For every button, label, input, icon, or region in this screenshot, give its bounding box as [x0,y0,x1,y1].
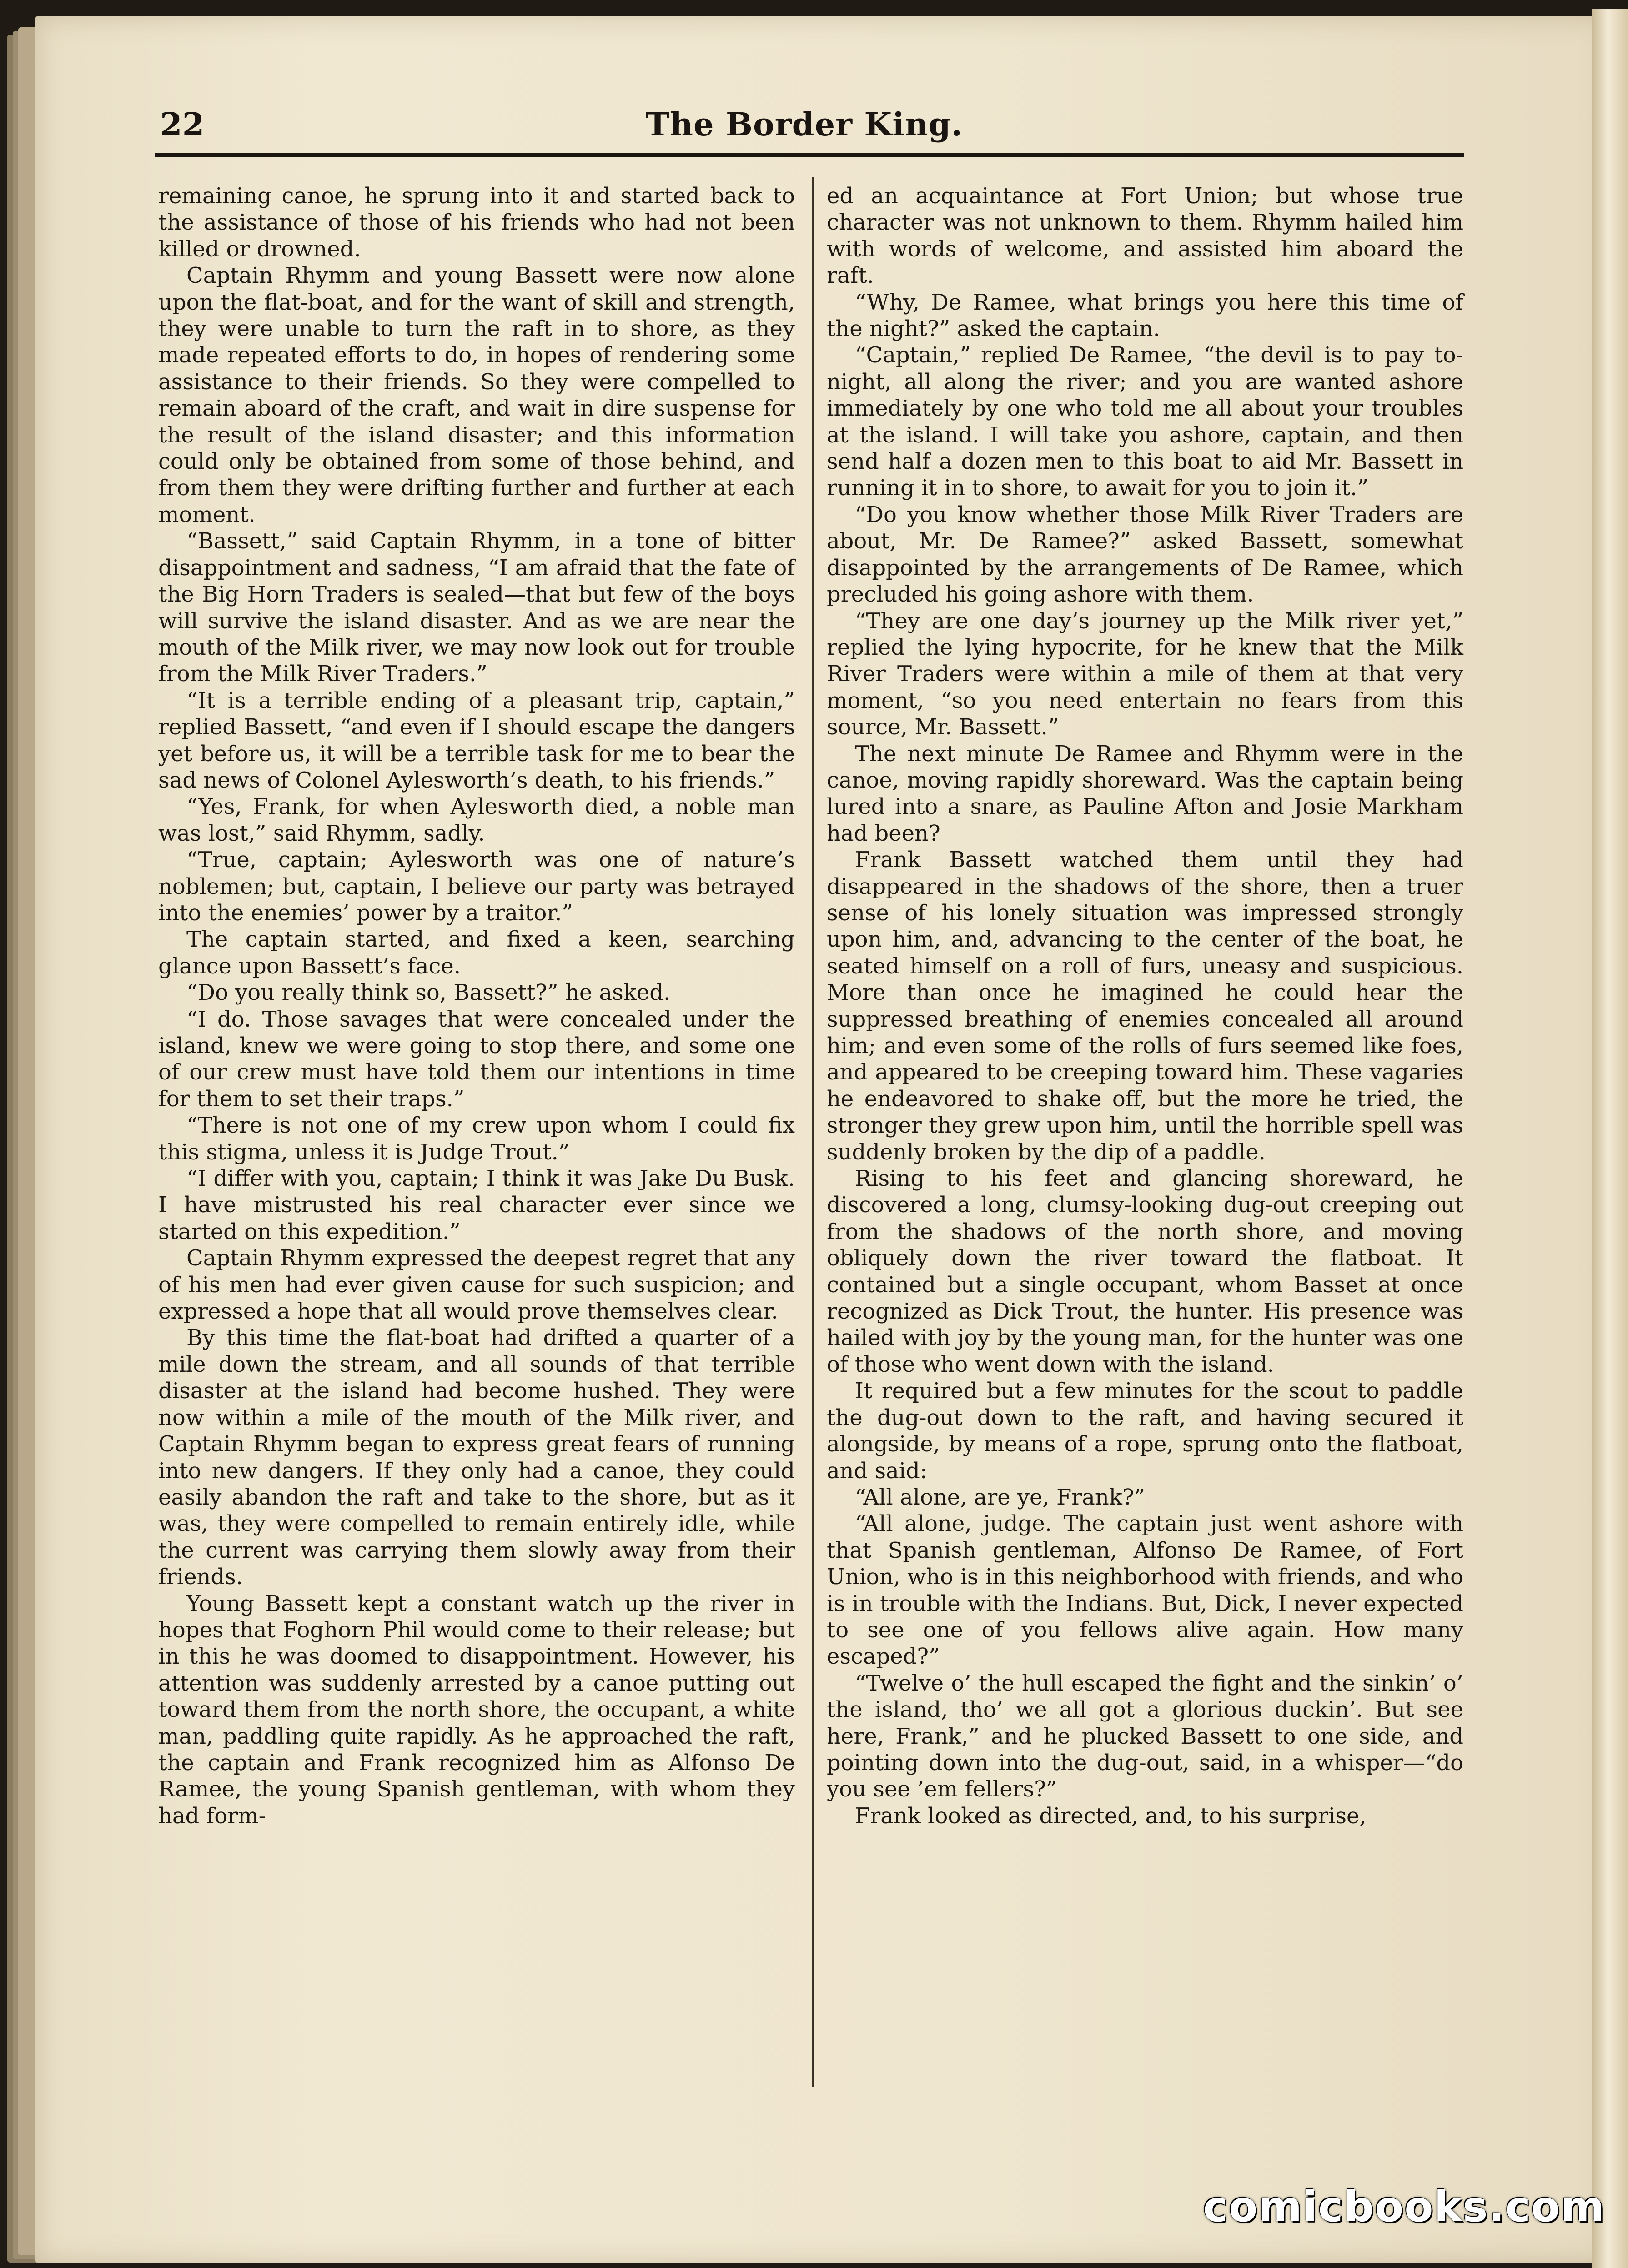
paragraph: “Do you know whether those Milk River Traders are about, Mr. De Ramee?” asked Bassett, somewhat disappointed by the arrangements of De Ramee, which precluded his going ashore with them. [827,502,1463,607]
paragraph: “All alone, are ye, Frank?” [855,1484,1146,1510]
paragraph: “I differ with you, captain; I think it was Jake Du Busk. I have mistrusted his real character ever since we started on this expedition.” [158,1166,795,1244]
paragraph: Young Bassett kept a constant watch up the river in hopes that Foghorn Phil would come to their release; but in this he was doomed to disappointment. However, his attention was suddenly arrested by a canoe putting out toward them from the north shore, the occupant, a white man, paddling quite rapidly. As he approached the raft, the captain and Frank recognized him as Alfonso De Ramee, the young Spanish gentleman, with whom they had form- [158,1591,795,1829]
column-divider [812,177,814,2087]
paragraph: Captain Rhymm and young Bassett were now alone upon the flat-boat, and for the want of skill and strength, they were unable to turn the raft in to shore, as they made repeated efforts to do, in hopes of rendering some assistance to their friends. So they were compelled to remain aboard of the craft, and wait in dire suspense for the result of the island disaster; and this information could only be obtained from some of those behind, and from them they were drifting further and further at each moment. [158,263,795,527]
right-column [827,183,1463,1829]
header-rule [155,153,1464,157]
paragraph: “All alone, judge. The captain just went ashore with that Spanish gentleman, Alfonso De Ramee, of Fort Union, who is in this neighborhood with friends, and who is in trouble with the Indians. But, Dick, I never expected to see one of you fellows alive again. How many escaped?” [827,1511,1463,1670]
paragraph: “Bassett,” said Captain Rhymm, in a tone of bitter disappointment and sadness, “I am afraid that the fate of the Big Horn Traders is sealed—that but few of the boys will survive the island disaster. And as we are near the mouth of the Milk river, we may now look out for trouble from the Milk River Traders.” [158,528,795,687]
left-column [158,183,795,1829]
page-fore-edge [1592,9,1628,2268]
paragraph: Frank looked as directed, and, to his surprise, [855,1803,1367,1829]
paragraph: “Why, De Ramee, what brings you here this time of the night?” asked the captain. [827,289,1463,342]
paragraph: remaining canoe, he sprung into it and started back to the assistance of those of his friends who had not been killed or drowned. [158,183,795,262]
paragraph: “Twelve o’ the hull escaped the fight and the sinkin’ o’ the island, tho’ we all got a glorious duckin’. But see here, Frank,” and he plucked Bassett to one side, and pointing down into the dug-out, said, in a whisper—“do you see ’em fellers?” [827,1670,1463,1802]
paragraph: “Captain,” replied De Ramee, “the devil is to pay to-night, all along the river; and you are wanted ashore immediately by one who told me all about your troubles at the island. I will take you ashore, captain, and then send half a dozen men to this boat to aid Mr. Bassett in running it in to shore, to await for you to join it.” [827,342,1463,501]
paragraph: Rising to his feet and glancing shoreward, he discovered a long, clumsy-looking dug-out creeping out from the shadows of the north shore, and moving obliquely down the river toward the flatboat. It contained but a single occupant, whom Basset at once recognized as Dick Trout, the hunter. His presence was hailed with joy by the young man, for the hunter was one of those who went down with the island. [827,1166,1463,1377]
paragraph: “True, captain; Aylesworth was one of nature’s noblemen; but, captain, I believe our party was betrayed into the enemies’ power by a traitor.” [158,847,795,926]
site-watermark: comicbooks.com [1203,2183,1605,2231]
paragraph: The captain started, and fixed a keen, searching glance upon Bassett’s face. [158,927,795,979]
paragraph: “There is not one of my crew upon whom I could fix this stigma, unless it is Judge Trout.” [158,1113,795,1165]
paragraph: Captain Rhymm expressed the deepest regret that any of his men had ever given cause for such suspicion; and expressed a hope that all would prove themselves clear. [158,1245,795,1325]
paragraph: The next minute De Ramee and Rhymm were in the canoe, moving rapidly shoreward. Was the captain being lured into a snare, as Pauline Afton and Josie Markham had been? [827,741,1463,846]
paragraph: “Yes, Frank, for when Aylesworth died, a noble man was lost,” said Rhymm, sadly. [158,794,795,846]
page-number: 22 [160,105,205,143]
running-title: The Border King. [646,105,963,143]
paragraph: “Do you really think so, Bassett?” he asked. [186,980,671,1006]
paragraph: By this time the flat-boat had drifted a quarter of a mile down the stream, and all sounds of that terrible disaster at the island had become hushed. They were now within a mile of the mouth of the Milk river, and Captain Rhymm began to express great fears of running into new dangers. If they only had a canoe, they could easily abandon the raft and take to the shore, but as it was, they were compelled to remain entirely idle, while the current was carrying them slowly away from their friends. [158,1325,795,1590]
paragraph: “I do. Those savages that were concealed under the island, knew we were going to stop there, and some one of our crew must have told them our intentions in time for them to set their traps.” [158,1006,795,1112]
paragraph: ed an acquaintance at Fort Union; but whose true character was not unknown to them. Rhymm hailed him with words of welcome, and assisted him aboard the raft. [827,183,1463,289]
paragraph: It required but a few minutes for the scout to paddle the dug-out down to the raft, and having secured it alongside, by means of a rope, sprung onto the flatboat, and said: [827,1378,1463,1484]
paragraph: “It is a terrible ending of a pleasant trip, captain,” replied Bassett, “and even if I should escape the dangers yet before us, it will be a terrible task for me to bear the sad news of Colonel Aylesworth’s death, to his friends.” [158,687,795,793]
paragraph: “They are one day’s journey up the Milk river yet,” replied the lying hypocrite, for he knew that the Milk River Traders were within a mile of them at that very moment, “so you need entertain no fears from this source, Mr. Bassett.” [827,608,1463,740]
paragraph: Frank Bassett watched them until they had disappeared in the shadows of the shore, then a truer sense of his lonely situation was impressed strongly upon him, and, advancing to the center of the boat, he seated himself on a roll of furs, uneasy and suspicious. More than once he imagined he could hear the suppressed breathing of enemies concealed all around him; and even some of the rolls of furs seemed like foes, and appeared to be creeping toward him. These vagaries he endeavored to shake off, but the more he tried, the stronger they grew upon him, until the horrible spell was suddenly broken by the dip of a paddle. [827,847,1463,1165]
